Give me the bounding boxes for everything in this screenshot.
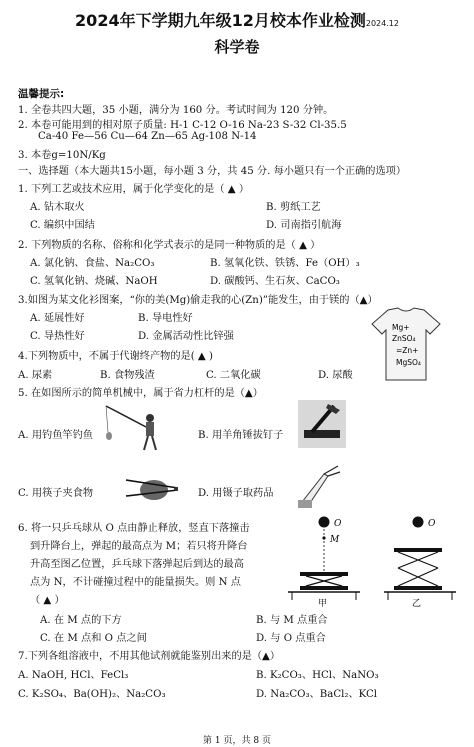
ball-jia: [319, 517, 330, 528]
tips-line-1: 1. 全卷共四大题，35 小题，满分为 160 分。考试时间为 120 分钟。: [18, 105, 334, 116]
hammer-image: [298, 400, 346, 448]
q4-option-c: C. 二氧化碳: [206, 370, 261, 381]
q7-option-c: C. K₂SO₄、Ba(OH)₂、Na₂CO₃: [18, 689, 166, 700]
q3-option-d: D. 金属活动性比锌强: [138, 331, 234, 342]
q1-stem: 1. 下列工艺或技术应用，属于化学变化的是（ ▲ ）: [18, 184, 250, 195]
label-yi: 乙: [412, 599, 422, 608]
q1-option-c: C. 编织中国结: [30, 220, 95, 231]
q2-option-a: A. 氯化钠、食盐、Na₂CO₃: [30, 258, 155, 269]
q4-option-b: B. 食物残渣: [100, 370, 155, 381]
q5-option-b: B. 用羊角锤拔钉子: [198, 430, 284, 441]
chopsticks-image: [124, 466, 180, 510]
q6-option-b: B. 与 M 点重合: [256, 615, 328, 626]
shirt-text-1: Mg+: [392, 323, 410, 332]
q5-stem: 5. 在如图所示的简单机械中，属于省力杠杆的是（▲）: [18, 388, 263, 399]
q7-option-d: D. Na₂CO₃、BaCl₂、KCl: [256, 689, 378, 700]
tips-heading: 温馨提示:: [18, 88, 65, 100]
shirt-text-4: MgSO₄: [396, 358, 421, 367]
q3-option-c: C. 导热性好: [30, 331, 85, 342]
q6-option-c: C. 在 M 点和 O 点之间: [40, 633, 147, 644]
q3-option-a: A. 延展性好: [30, 313, 85, 324]
q2-option-c: C. 氢氧化钠、烧碱、NaOH: [30, 276, 158, 287]
q3-stem: 3.如图为某文化衫图案，“你的美(Mg)偷走我的心(Zn)”能发生，由于镁的（▲）: [18, 295, 378, 306]
q4-option-a: A. 尿素: [18, 370, 53, 381]
q2-option-d: D. 碳酸钙、生石灰、CaCO₃: [210, 276, 340, 287]
q6-line-3: 升高至图乙位置，乒乓球下落弹起后到达的最高: [30, 559, 244, 570]
label-o-jia: O: [334, 519, 342, 529]
tips-line-4: 3. 本卷g=10N/Kg: [18, 150, 106, 161]
q4-option-d: D. 尿酸: [318, 370, 353, 381]
shirt-text-3: =Zn+: [396, 346, 419, 355]
q5-option-c: C. 用筷子夹食物: [18, 488, 94, 499]
ball-yi: [413, 517, 424, 528]
tweezers-image: [294, 462, 344, 512]
q5-option-a: A. 用钓鱼竿钓鱼: [18, 430, 93, 441]
shirt-text-2: ZnSO₄: [392, 334, 416, 343]
page-footer: 第 1 页，共 8 页: [203, 736, 271, 746]
label-m: M: [330, 535, 340, 545]
q6-line-4: 点为 N，不计碰撞过程中的能量损失。则 N 点: [30, 577, 241, 588]
q1-option-d: D. 司南指引航海: [266, 220, 342, 231]
q6-option-a: A. 在 M 点的下方: [40, 615, 122, 626]
q1-option-b: B. 剪纸工艺: [266, 202, 321, 213]
q5-option-d: D. 用镊子取药品: [198, 488, 274, 499]
q6-line-1: 6. 将一只乒乓球从 O 点由静止释放，竖直下落撞击: [18, 523, 250, 534]
q2-option-b: B. 氢氧化铁、铁锈、Fe（OH）₃: [210, 258, 360, 269]
tips-line-3: Ca-40 Fe—56 Cu—64 Zn—65 Ag-108 N-14: [38, 131, 257, 142]
q6-option-d: D. 与 O 点重合: [256, 633, 326, 644]
title-date: 2024.12: [365, 19, 399, 28]
q7-stem: 7.下列各组溶液中，不用其他试剂就能鉴别出来的是（▲）: [18, 651, 281, 662]
q6-line-5: （ ▲ ）: [30, 595, 65, 606]
q6-line-2: 到升降台上，弹起的最高点为 M；若只将升降台: [30, 541, 248, 552]
tips-line-2: 2. 本卷可能用到的相对原子质量: H-1 C-12 O-16 Na-23 S-32 Cl-35.5: [18, 120, 347, 131]
fishing-rod-image: [102, 400, 162, 452]
q1-option-a: A. 钻木取火: [30, 202, 85, 213]
lift-platform-diagram: [284, 512, 464, 608]
q2-stem: 2. 下列物质的名称、俗称和化学式表示的是同一种物质的是（ ▲ ）: [18, 240, 321, 251]
label-o-yi: O: [428, 519, 436, 529]
q7-option-b: B. K₂CO₃、HCl、NaNO₃: [256, 670, 379, 681]
section-heading: 一、选择题（本大题共15小题，每小题 3 分，共 45 分. 每小题只有一个正确的选项）: [18, 166, 407, 177]
q4-stem: 4.下列物质中，不属于代谢终产物的是( ▲ ): [18, 351, 213, 362]
page-subtitle: 科学卷: [214, 38, 260, 56]
tshirt-illustration: [370, 306, 442, 382]
page-title: 2024年下学期九年级12月校本作业检测2024.12: [75, 11, 399, 30]
q3-option-b: B. 导电性好: [138, 313, 193, 324]
label-jia: 甲: [318, 599, 328, 608]
q7-option-a: A. NaOH, HCl、FeCl₃: [18, 670, 129, 681]
